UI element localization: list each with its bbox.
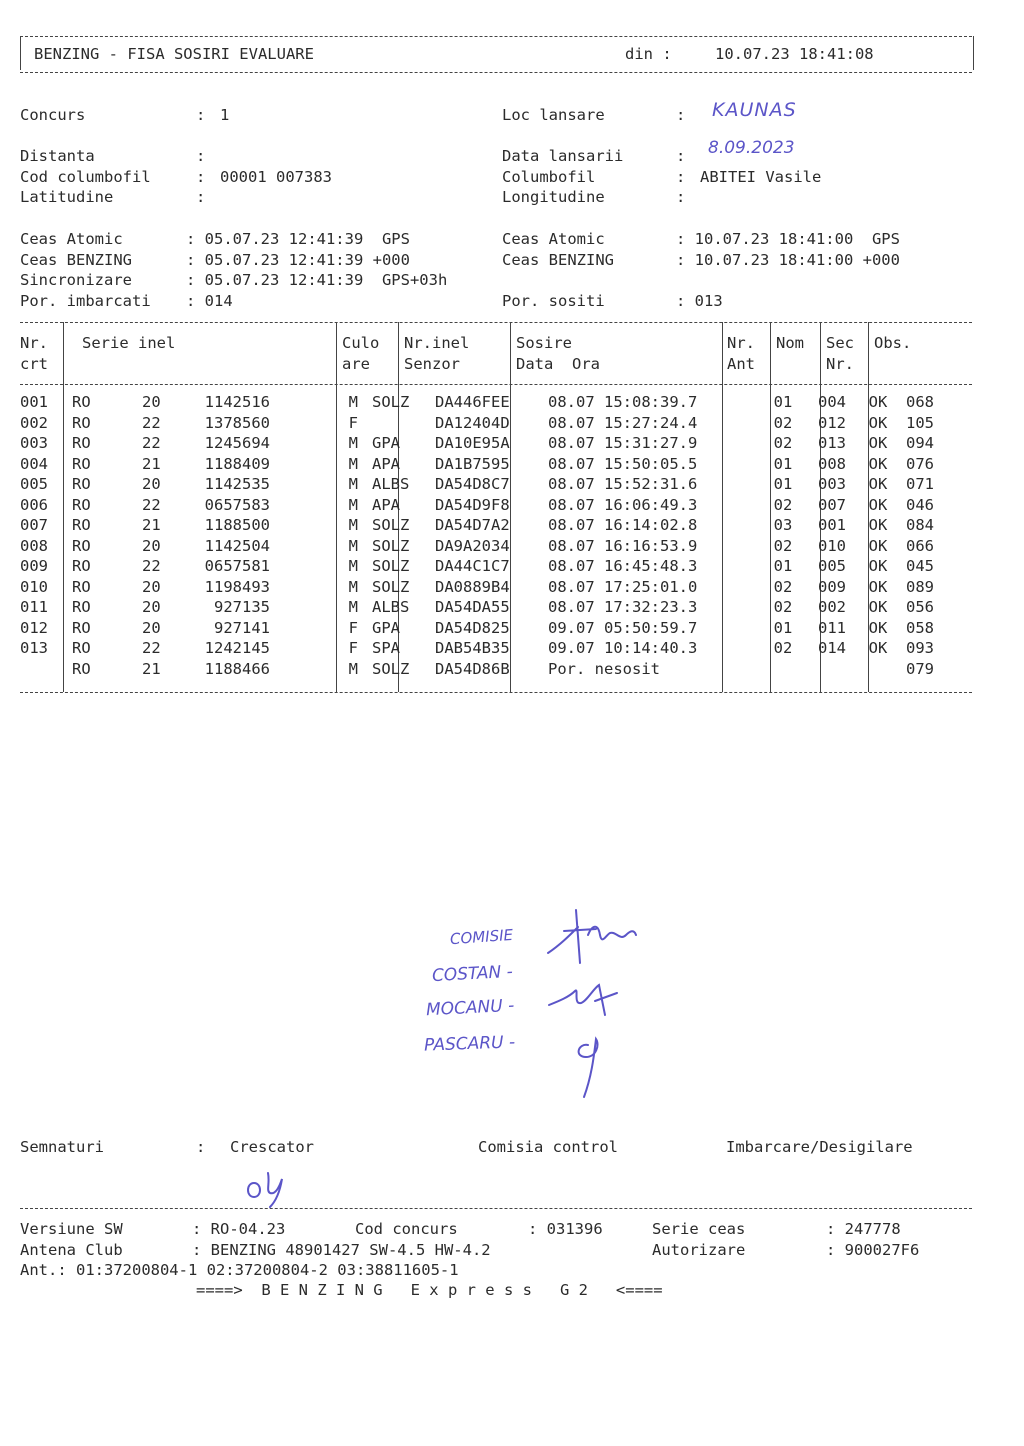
autorizare-value: : 900027F6 bbox=[826, 1241, 920, 1259]
longitudine-sep: : bbox=[676, 188, 686, 206]
row-color: GPA bbox=[372, 434, 400, 453]
row-country: RO bbox=[72, 434, 91, 453]
concurs-value: 1 bbox=[220, 106, 230, 124]
document-title: BENZING - FISA SOSIRI EVALUARE bbox=[34, 45, 314, 63]
table-row bbox=[20, 618, 966, 639]
row-arrival-time: 08.07 15:08:39.7 bbox=[548, 393, 698, 412]
por-sositi-value: : 013 bbox=[676, 292, 723, 310]
row-security: OK bbox=[868, 516, 888, 535]
handwritten-commission-pascaru: PASCARU - bbox=[423, 1032, 516, 1056]
row-country: RO bbox=[72, 475, 91, 494]
table-header-rule bbox=[20, 384, 972, 385]
row-sensor-ring: DA10E95A bbox=[435, 434, 510, 453]
header-bottom-rule bbox=[20, 72, 972, 73]
row-antenna: 01 bbox=[773, 557, 793, 576]
row-nom: 007 bbox=[818, 495, 846, 514]
row-sex: M bbox=[348, 536, 358, 555]
row-security: OK bbox=[868, 639, 888, 658]
row-sex: M bbox=[348, 495, 358, 514]
row-sex: M bbox=[348, 393, 358, 412]
concurs-sep: : bbox=[196, 106, 206, 124]
row-sex: M bbox=[348, 557, 358, 576]
row-color: SOLZ bbox=[372, 393, 410, 412]
row-nom: 012 bbox=[818, 413, 846, 432]
ceas-benzing-right-value: : 10.07.23 18:41:00 +000 bbox=[676, 251, 900, 269]
row-nom: 014 bbox=[818, 639, 846, 658]
row-arrival-time: 08.07 15:27:24.4 bbox=[548, 413, 698, 432]
row-sex: F bbox=[348, 639, 358, 658]
th-obs: Obs. bbox=[874, 334, 912, 352]
row-nr: 013 bbox=[20, 639, 48, 658]
row-security: OK bbox=[868, 434, 888, 453]
row-obs: 068 bbox=[906, 393, 934, 412]
row-antenna: 02 bbox=[773, 536, 793, 555]
row-sensor-ring: DA12404D bbox=[435, 413, 510, 432]
row-country: RO bbox=[72, 577, 91, 596]
loc-lansare-handwritten: KAUNAS bbox=[712, 99, 797, 121]
row-country: RO bbox=[72, 413, 91, 432]
table-row bbox=[20, 515, 966, 536]
row-color bbox=[368, 413, 432, 434]
row-obs: 046 bbox=[906, 495, 934, 514]
row-antenna: 02 bbox=[773, 577, 793, 596]
row-sex: F bbox=[348, 413, 358, 432]
row-color: SOLZ bbox=[372, 659, 410, 678]
row-antenna: 01 bbox=[773, 454, 793, 473]
row-country: RO bbox=[72, 536, 91, 555]
cod-columbofil-sep: : bbox=[196, 168, 206, 186]
row-ring-number: 1188466 bbox=[204, 659, 270, 678]
distanta-label: Distanta bbox=[20, 147, 95, 165]
table-row bbox=[20, 495, 966, 516]
row-sensor-ring: DA9A2034 bbox=[435, 536, 510, 555]
row-nr: 003 bbox=[20, 434, 48, 453]
row-country: RO bbox=[72, 495, 91, 514]
row-ring-number: 1188500 bbox=[204, 516, 270, 535]
columbofil-value: ABITEI Vasile bbox=[700, 168, 822, 186]
th-culoare-line2: are bbox=[342, 355, 370, 373]
row-antenna: 03 bbox=[773, 516, 793, 535]
ceas-atomic-left-label: Ceas Atomic bbox=[20, 230, 123, 248]
row-sensor-ring: DA0889B4 bbox=[435, 577, 510, 596]
row-ring-number: 927135 bbox=[214, 598, 270, 617]
row-sex: M bbox=[348, 516, 358, 535]
row-security: OK bbox=[868, 536, 888, 555]
cod-concurs-label: Cod concurs bbox=[355, 1220, 458, 1238]
handwritten-commission-title: COMISIE bbox=[449, 925, 514, 949]
table-row bbox=[20, 638, 966, 659]
cod-columbofil-label: Cod columbofil bbox=[20, 168, 151, 186]
row-country: RO bbox=[72, 659, 91, 678]
row-color: SPA bbox=[372, 639, 400, 658]
row-color: APA bbox=[372, 495, 400, 514]
row-ring-number: 0657581 bbox=[204, 557, 270, 576]
serie-ceas-label: Serie ceas bbox=[652, 1220, 746, 1238]
row-security: OK bbox=[868, 577, 888, 596]
row-year: 22 bbox=[142, 639, 161, 658]
row-sensor-ring: DA54D7A2 bbox=[435, 516, 510, 535]
th-senzor-line1: Nr.inel bbox=[404, 334, 470, 352]
row-obs: 094 bbox=[906, 434, 934, 453]
row-color: SOLZ bbox=[372, 536, 410, 555]
row-arrival-time: 09.07 10:14:40.3 bbox=[548, 639, 698, 658]
columbofil-sep: : bbox=[676, 168, 686, 186]
row-ring-number: 1378560 bbox=[204, 413, 270, 432]
row-nom: 003 bbox=[818, 475, 846, 494]
row-ring-number: 1142504 bbox=[204, 536, 270, 555]
row-ring-number: 1242145 bbox=[204, 639, 270, 658]
table-row bbox=[20, 392, 966, 413]
row-year: 22 bbox=[142, 413, 161, 432]
table-row bbox=[20, 577, 966, 598]
signature-imbarcare-label: Imbarcare/Desigilare bbox=[726, 1138, 913, 1156]
por-imbarcati-label: Por. imbarcati bbox=[20, 292, 151, 310]
row-obs: 076 bbox=[906, 454, 934, 473]
row-arrival-time: 08.07 16:45:48.3 bbox=[548, 557, 698, 576]
row-sex: M bbox=[348, 659, 358, 678]
row-year: 20 bbox=[142, 536, 161, 555]
semnaturi-label: Semnaturi bbox=[20, 1138, 104, 1156]
row-security: OK bbox=[868, 393, 888, 412]
ceas-atomic-right-value: : 10.07.23 18:41:00 GPS bbox=[676, 230, 900, 248]
row-country: RO bbox=[72, 639, 91, 658]
row-arrival-time: Por. nesosit bbox=[548, 659, 660, 678]
row-sensor-ring: DA54DA55 bbox=[435, 598, 510, 617]
row-obs: 045 bbox=[906, 557, 934, 576]
row-nr: 005 bbox=[20, 475, 48, 494]
row-nom: 001 bbox=[818, 516, 846, 535]
antena-club-label: Antena Club bbox=[20, 1241, 123, 1259]
th-senzor-line2: Senzor bbox=[404, 355, 460, 373]
cod-concurs-value: : 031396 bbox=[528, 1220, 603, 1238]
ceas-benzing-left-value: : 05.07.23 12:41:39 +000 bbox=[186, 251, 410, 269]
serie-ceas-value: : 247778 bbox=[826, 1220, 901, 1238]
row-sex: M bbox=[348, 598, 358, 617]
row-ring-number: 1188409 bbox=[204, 454, 270, 473]
row-sensor-ring: DA54D8C7 bbox=[435, 475, 510, 494]
table-row bbox=[20, 454, 966, 475]
row-year: 20 bbox=[142, 618, 161, 637]
th-sosire-line1: Sosire bbox=[516, 334, 572, 352]
row-arrival-time: 08.07 16:06:49.3 bbox=[548, 495, 698, 514]
row-antenna: 01 bbox=[773, 475, 793, 494]
row-sensor-ring: DA54D86B bbox=[435, 659, 510, 678]
loc-lansare-sep: : bbox=[676, 106, 686, 124]
row-obs: 093 bbox=[906, 639, 934, 658]
row-nom: 005 bbox=[818, 557, 846, 576]
autorizare-label: Autorizare bbox=[652, 1241, 746, 1259]
row-security: OK bbox=[868, 454, 888, 473]
row-obs: 066 bbox=[906, 536, 934, 555]
row-arrival-time: 08.07 15:31:27.9 bbox=[548, 434, 698, 453]
row-color: ALBS bbox=[372, 475, 410, 494]
th-nom: Nom bbox=[776, 334, 804, 352]
row-country: RO bbox=[72, 454, 91, 473]
row-ring-number: 0657583 bbox=[204, 495, 270, 514]
row-antenna: 02 bbox=[773, 598, 793, 617]
row-nom: 009 bbox=[818, 577, 846, 596]
row-security: OK bbox=[868, 598, 888, 617]
header-date-value: 10.07.23 18:41:08 bbox=[715, 45, 874, 63]
concurs-label: Concurs bbox=[20, 106, 86, 124]
row-color: SOLZ bbox=[372, 557, 410, 576]
signature-crescator-label: Crescator bbox=[230, 1138, 314, 1156]
row-year: 22 bbox=[142, 557, 161, 576]
row-sex: M bbox=[348, 577, 358, 596]
th-ant-line2: Ant bbox=[727, 355, 755, 373]
row-year: 20 bbox=[142, 393, 161, 412]
row-security: OK bbox=[868, 475, 888, 494]
latitudine-label: Latitudine bbox=[20, 188, 114, 206]
th-ant-line1: Nr. bbox=[727, 334, 755, 352]
cod-columbofil-value: 00001 007383 bbox=[220, 168, 332, 186]
latitudine-sep: : bbox=[196, 188, 206, 206]
ceas-atomic-left-value: : 05.07.23 12:41:39 GPS bbox=[186, 230, 410, 248]
th-nr-line2: crt bbox=[20, 355, 48, 373]
table-row bbox=[20, 536, 966, 557]
semnaturi-sep: : bbox=[196, 1138, 206, 1156]
row-arrival-time: 08.07 15:52:31.6 bbox=[548, 475, 698, 494]
row-year: 20 bbox=[142, 577, 161, 596]
row-nr: 001 bbox=[20, 393, 48, 412]
row-arrival-time: 09.07 05:50:59.7 bbox=[548, 618, 698, 637]
signature-mocanu-icon bbox=[545, 975, 625, 1025]
handwritten-commission-mocanu: MOCANU - bbox=[425, 995, 515, 1021]
arrivals-table bbox=[20, 392, 966, 679]
table-row bbox=[20, 433, 966, 454]
row-arrival-time: 08.07 15:50:05.5 bbox=[548, 454, 698, 473]
row-nom: 008 bbox=[818, 454, 846, 473]
versiune-sw-value: : RO-04.23 bbox=[192, 1220, 286, 1238]
row-obs: 079 bbox=[906, 659, 934, 678]
row-nom: 004 bbox=[818, 393, 846, 412]
row-security: OK bbox=[868, 413, 888, 432]
sincronizare-value: : 05.07.23 12:41:39 GPS+03h bbox=[186, 271, 448, 289]
row-color: SOLZ bbox=[372, 516, 410, 535]
loc-lansare-label: Loc lansare bbox=[502, 106, 605, 124]
row-arrival-time: 08.07 16:14:02.8 bbox=[548, 516, 698, 535]
table-row bbox=[20, 659, 966, 680]
row-nr: 002 bbox=[20, 413, 48, 432]
table-row bbox=[20, 556, 966, 577]
row-country: RO bbox=[72, 516, 91, 535]
row-nom: 011 bbox=[818, 618, 846, 637]
th-nr-line1: Nr. bbox=[20, 334, 48, 352]
ceas-atomic-right-label: Ceas Atomic bbox=[502, 230, 605, 248]
header-date-label: din : bbox=[625, 45, 672, 63]
row-antenna: 02 bbox=[773, 413, 793, 432]
row-year: 22 bbox=[142, 495, 161, 514]
row-nom: 010 bbox=[818, 536, 846, 555]
row-antenna: 02 bbox=[773, 495, 793, 514]
table-bottom-rule bbox=[20, 692, 972, 693]
por-imbarcati-value: : 014 bbox=[186, 292, 233, 310]
row-year: 21 bbox=[142, 516, 161, 535]
columbofil-label: Columbofil bbox=[502, 168, 596, 186]
row-arrival-time: 08.07 17:25:01.0 bbox=[548, 577, 698, 596]
row-security: OK bbox=[868, 618, 888, 637]
row-nr: 007 bbox=[20, 516, 48, 535]
row-color: SOLZ bbox=[372, 577, 410, 596]
row-sex: F bbox=[348, 618, 358, 637]
por-sositi-label: Por. sositi bbox=[502, 292, 605, 310]
row-sex: M bbox=[348, 434, 358, 453]
row-nr: 011 bbox=[20, 598, 48, 617]
row-nr bbox=[20, 659, 62, 680]
signature-costan-icon bbox=[540, 905, 650, 965]
row-nr: 008 bbox=[20, 536, 48, 555]
row-sensor-ring: DA54D825 bbox=[435, 618, 510, 637]
row-year: 21 bbox=[142, 659, 161, 678]
row-antenna bbox=[758, 659, 808, 680]
row-ring-number: 1245694 bbox=[204, 434, 270, 453]
antennas-line: Ant.: 01:37200804-1 02:37200804-2 03:38811605-1 bbox=[20, 1261, 459, 1279]
row-security bbox=[856, 659, 900, 680]
row-sex: M bbox=[348, 475, 358, 494]
row-color: GPA bbox=[372, 618, 400, 637]
signature-crescator-icon bbox=[240, 1165, 300, 1210]
row-year: 22 bbox=[142, 434, 161, 453]
row-country: RO bbox=[72, 618, 91, 637]
row-obs: 084 bbox=[906, 516, 934, 535]
row-sensor-ring: DA54D9F8 bbox=[435, 495, 510, 514]
row-antenna: 02 bbox=[773, 434, 793, 453]
row-nr: 012 bbox=[20, 618, 48, 637]
row-antenna: 02 bbox=[773, 639, 793, 658]
row-country: RO bbox=[72, 557, 91, 576]
row-obs: 058 bbox=[906, 618, 934, 637]
brand-line: ====> B E N Z I N G E x p r e s s G 2 <==== bbox=[196, 1281, 663, 1299]
signature-pascaru-icon bbox=[560, 1025, 630, 1105]
row-sensor-ring: DAB54B35 bbox=[435, 639, 510, 658]
longitudine-label: Longitudine bbox=[502, 188, 605, 206]
data-lansarii-handwritten: 8.09.2023 bbox=[708, 138, 795, 158]
versiune-sw-label: Versiune SW bbox=[20, 1220, 123, 1238]
row-sensor-ring: DA1B7595 bbox=[435, 454, 510, 473]
table-row bbox=[20, 474, 966, 495]
row-nom bbox=[808, 659, 856, 680]
handwritten-commission-costan: COSTAN - bbox=[431, 961, 514, 987]
row-nr: 006 bbox=[20, 495, 48, 514]
row-sensor-ring: DA44C1C7 bbox=[435, 557, 510, 576]
distanta-sep: : bbox=[196, 147, 206, 165]
row-arrival-time: 08.07 16:16:53.9 bbox=[548, 536, 698, 555]
th-sec-line2: Nr. bbox=[826, 355, 854, 373]
th-culoare-line1: Culo bbox=[342, 334, 380, 352]
row-year: 20 bbox=[142, 598, 161, 617]
signature-comisia-label: Comisia control bbox=[478, 1138, 618, 1156]
th-sec-line1: Sec bbox=[826, 334, 854, 352]
row-year: 20 bbox=[142, 475, 161, 494]
row-nr: 010 bbox=[20, 577, 48, 596]
row-nr: 004 bbox=[20, 454, 48, 473]
data-lansarii-sep: : bbox=[676, 147, 686, 165]
row-ring-number: 1198493 bbox=[204, 577, 270, 596]
antena-club-value: : BENZING 48901427 SW-4.5 HW-4.2 bbox=[192, 1241, 491, 1259]
ceas-benzing-left-label: Ceas BENZING bbox=[20, 251, 132, 269]
data-lansarii-label: Data lansarii bbox=[502, 147, 624, 165]
row-nom: 013 bbox=[818, 434, 846, 453]
row-country: RO bbox=[72, 598, 91, 617]
row-obs: 071 bbox=[906, 475, 934, 494]
row-country: RO bbox=[72, 393, 91, 412]
table-row bbox=[20, 413, 966, 434]
row-nom: 002 bbox=[818, 598, 846, 617]
ceas-benzing-right-label: Ceas BENZING bbox=[502, 251, 614, 269]
footer-top-rule bbox=[20, 1208, 972, 1209]
row-color: APA bbox=[372, 454, 400, 473]
row-ring-number: 1142516 bbox=[204, 393, 270, 412]
th-sosire-line2: Data Ora bbox=[516, 355, 600, 373]
row-year: 21 bbox=[142, 454, 161, 473]
row-obs: 105 bbox=[906, 413, 934, 432]
table-row bbox=[20, 597, 966, 618]
row-nr: 009 bbox=[20, 557, 48, 576]
sincronizare-label: Sincronizare bbox=[20, 271, 132, 289]
row-color: ALBS bbox=[372, 598, 410, 617]
row-antenna: 01 bbox=[773, 393, 793, 412]
row-sex: M bbox=[348, 454, 358, 473]
row-obs: 056 bbox=[906, 598, 934, 617]
table-top-rule bbox=[20, 322, 972, 323]
row-obs: 089 bbox=[906, 577, 934, 596]
row-ring-number: 927141 bbox=[214, 618, 270, 637]
row-sensor-ring: DA446FEE bbox=[435, 393, 510, 412]
row-security: OK bbox=[868, 495, 888, 514]
th-serie-inel: Serie inel bbox=[82, 334, 176, 352]
row-ring-number: 1142535 bbox=[204, 475, 270, 494]
row-security: OK bbox=[868, 557, 888, 576]
row-antenna: 01 bbox=[773, 618, 793, 637]
row-arrival-time: 08.07 17:32:23.3 bbox=[548, 598, 698, 617]
